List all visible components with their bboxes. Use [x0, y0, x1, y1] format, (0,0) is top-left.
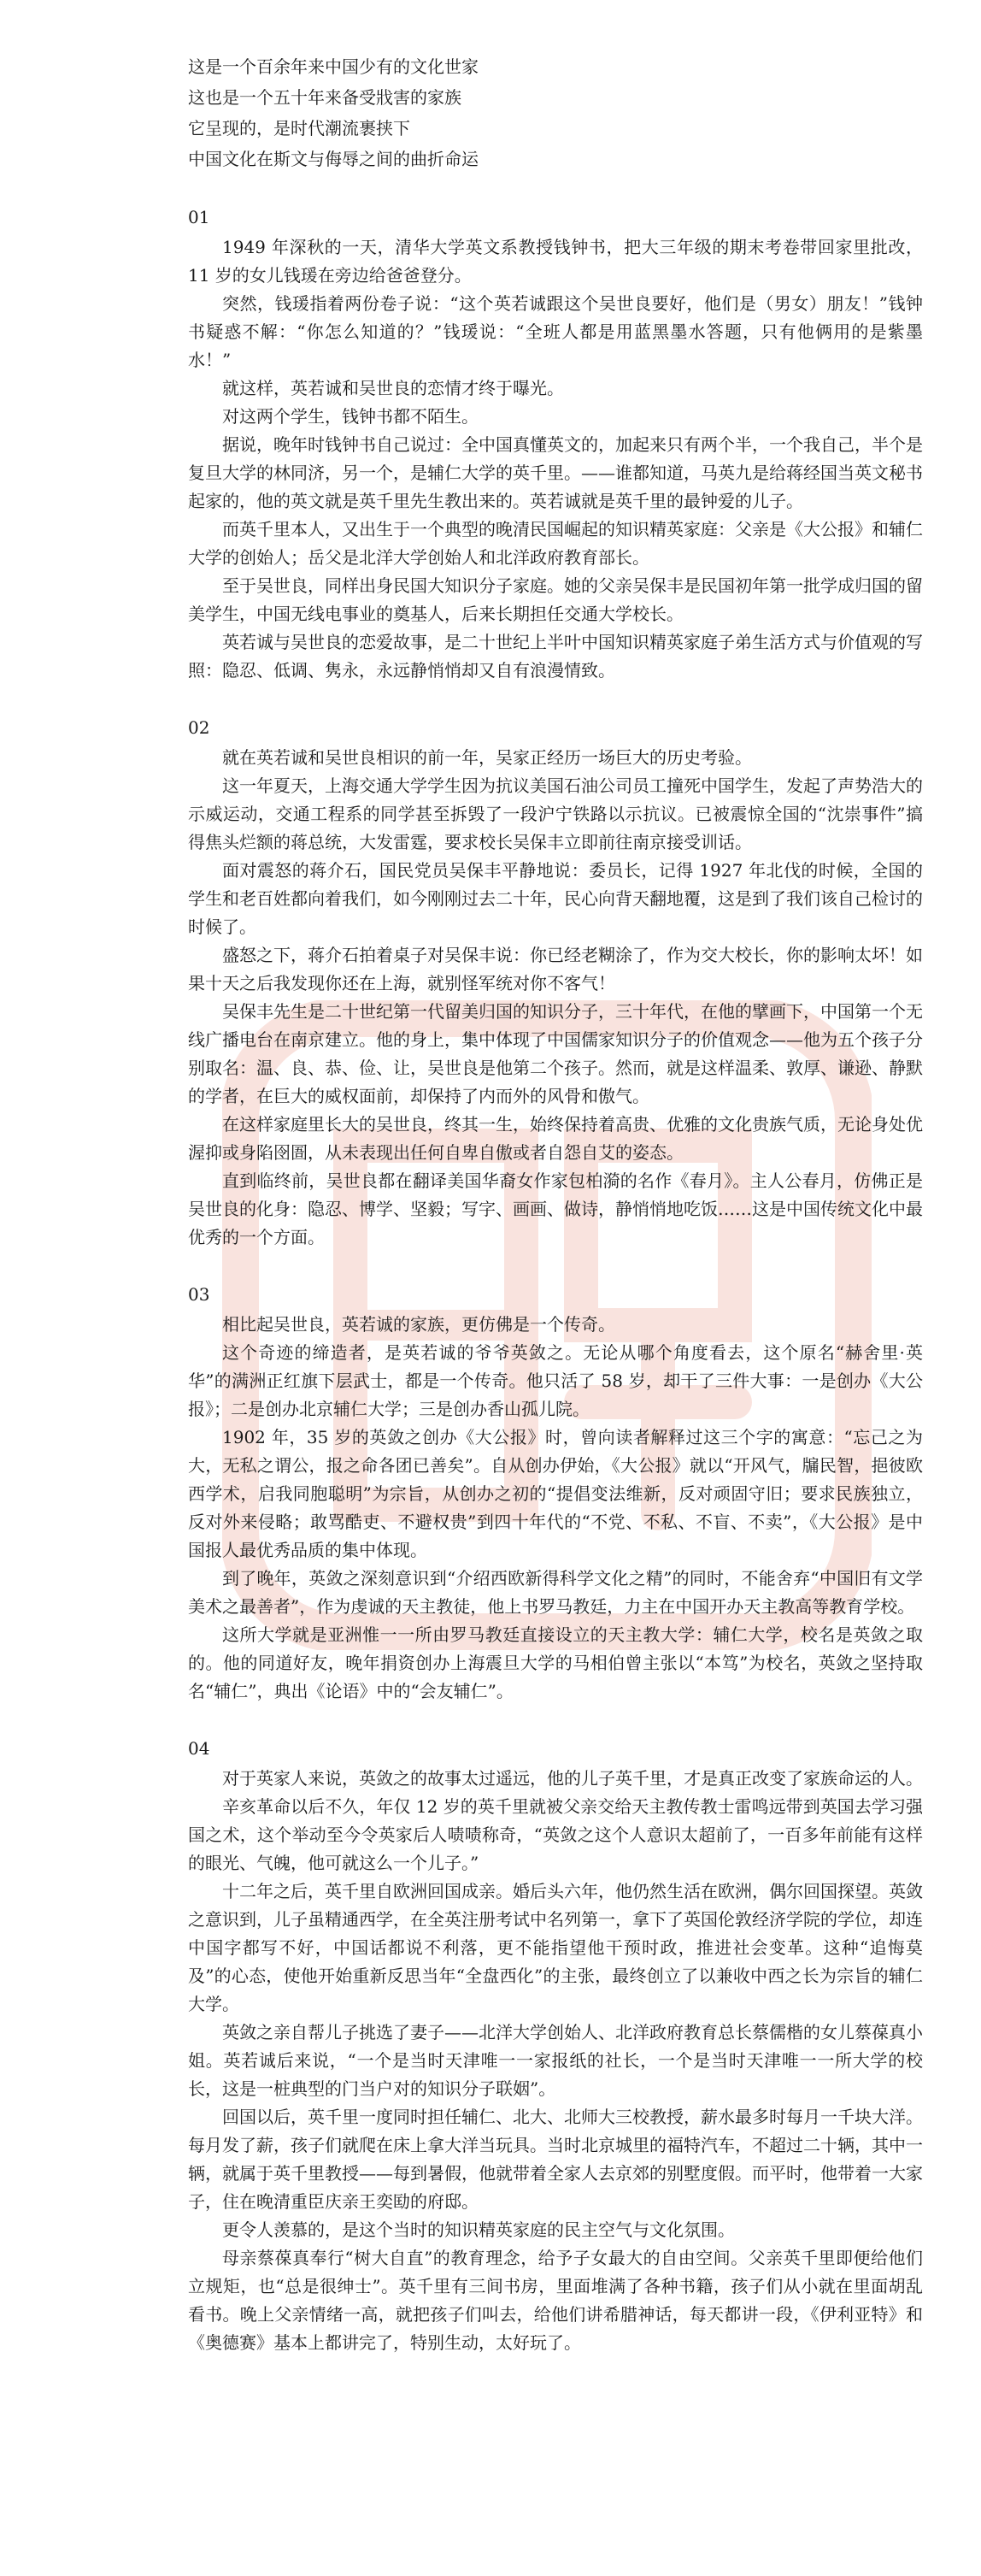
section-02	[188, 714, 923, 1252]
paragraph: 到了晚年，英敛之深刻意识到“介绍西欧新得科学文化之精”的同时，不能舍弃“中国旧有文学美术之最善者”，作为虔诚的天主教徒，他上书罗马教廷，力主在中国开办天主教高等教育学校。	[188, 1568, 923, 1617]
section-number: 01	[188, 207, 210, 227]
section-03	[188, 1281, 923, 1706]
article	[188, 51, 923, 2357]
paragraph: 盛怒之下，蒋介石拍着桌子对吴保丰说：你已经老糊涂了，作为交大校长，你的影响太坏！如果十天之后我发现你还在上海，就别怪军统对你不客气！	[188, 945, 923, 993]
paragraph: 突然，钱瑗指着两份卷子说：“这个英若诚跟这个吴世良要好，他们是（男女）朋友！”钱钟书疑惑不解：“你怎么知道的？”钱瑗说：“全班人都是用蓝黑墨水答题，只有他俩用的是紫墨水！”	[188, 293, 923, 370]
section-number: 04	[188, 1738, 210, 1759]
paragraph: 对于英家人来说，英敛之的故事太过遥远，他的儿子英千里，才是真正改变了家族命运的人。	[222, 1768, 923, 1789]
paragraph: 据说，晚年时钱钟书自己说过：全中国真懂英文的，加起来只有两个半，一个我自己，半个是复旦大学的林同济，另一个，是辅仁大学的英千里。——谁都知道，马英九是给蒋经国当英文秘书起家的，他的英文就是英千里先生教出来的。英若诚就是英千里的最钟爱的儿子。	[188, 434, 923, 511]
paragraph: 英敛之亲自帮儿子挑选了妻子——北洋大学创始人、北洋政府教育总长蔡儒楷的女儿蔡葆真小姐。英若诚后来说，“一个是当时天津唯一一家报纸的社长，一个是当时天津唯一一所大学的校长，这是一桩典型的门当户对的知识分子联姻”。	[188, 2022, 923, 2099]
section-number: 03	[188, 1284, 210, 1305]
paragraph: 十二年之后，英千里自欧洲回国成亲。婚后头六年，他仍然生活在欧洲，偶尔回国探望。英敛之意识到，儿子虽精通西学，在全英注册考试中名列第一，拿下了英国伦敦经济学院的学位，却连中国字都写不好，中国话都说不利落，更不能指望他干预时政，推进社会变革。这种“追悔莫及”的心态，使他开始重新反思当年“全盘西化”的主张，最终创立了以兼收中西之长为宗旨的辅仁大学。	[188, 1881, 923, 2014]
paragraph: 回国以后，英千里一度同时担任辅仁、北大、北师大三校教授，薪水最多时每月一千块大洋。每月发了薪，孩子们就爬在床上拿大洋当玩具。当时北京城里的福特汽车，不超过二十辆，其中一辆，就属于英千里教授——每到暑假，他就带着全家人去京郊的别墅度假。而平时，他带着一大家子，住在晚清重臣庆亲王奕劻的府邸。	[188, 2107, 923, 2212]
paragraph: 英若诚与吴世良的恋爱故事，是二十世纪上半叶中国知识精英家庭子弟生活方式与价值观的写照：隐忍、低调、隽永，永远静悄悄却又自有浪漫情致。	[188, 632, 923, 681]
intro-lines	[188, 51, 923, 174]
paragraph: 而英千里本人，又出生于一个典型的晚清民国崛起的知识精英家庭：父亲是《大公报》和辅仁大学的创始人；岳父是北洋大学创始人和北洋政府教育部长。	[188, 519, 923, 568]
intro-line: 中国文化在斯文与侮辱之间的曲折命运	[188, 149, 479, 169]
paragraph: 在这样家庭里长大的吴世良，终其一生，始终保持着高贵、优雅的文化贵族气质，无论身处优渥抑或身陷囹圄，从未表现出任何自卑自傲或者自怨自艾的姿态。	[188, 1114, 923, 1163]
paragraph: 这一年夏天，上海交通大学学生因为抗议美国石油公司员工撞死中国学生，发起了声势浩大的示威运动，交通工程系的同学甚至拆毁了一段沪宁铁路以示抗议。已被震惊全国的“沈崇事件”搞得焦头烂额的蒋总统，大发雷霆，要求校长吴保丰立即前往南京接受训话。	[188, 775, 923, 852]
paragraph: 更令人羡慕的，是这个当时的知识精英家庭的民主空气与文化氛围。	[222, 2219, 735, 2240]
paragraph: 这个奇迹的缔造者，是英若诚的爷爷英敛之。无论从哪个角度看去，这个原名“赫舍里·英华”的满洲正红旗下层武士，都是一个传奇。他只活了 58 岁，却干了三件大事：一是创办《大公报》；二是创办北京辅仁大学；三是创办香山孤儿院。	[188, 1342, 923, 1419]
section-number: 02	[188, 717, 210, 738]
intro-line: 这也是一个五十年来备受戕害的家族	[188, 87, 461, 108]
paragraph: 辛亥革命以后不久，年仅 12 岁的英千里就被父亲交给天主教传教士雷鸣远带到英国去学习强国之术，这个举动至今令英家后人啧啧称奇，“英敛之这个人意识太超前了，一百多年前能有这样的眼光、气魄，他可就这么一个儿子。”	[188, 1796, 923, 1873]
paragraph: 面对震怒的蒋介石，国民党员吴保丰平静地说：委员长，记得 1927 年北伐的时候，全国的学生和老百姓都向着我们，如今刚刚过去二十年，民心向背天翻地覆，这是到了我们该自己检讨的时候了。	[188, 860, 923, 937]
paragraph: 1949 年深秋的一天，清华大学英文系教授钱钟书，把大三年级的期末考卷带回家里批改，11 岁的女儿钱瑗在旁边给爸爸登分。	[188, 237, 923, 286]
intro-line: 它呈现的，是时代潮流裹挟下	[188, 118, 410, 139]
section-04	[188, 1735, 923, 2357]
paragraph: 就在英若诚和吴世良相识的前一年，吴家正经历一场巨大的历史考验。	[222, 747, 752, 768]
paragraph: 这所大学就是亚洲惟一一所由罗马教廷直接设立的天主教大学：辅仁大学，校名是英敛之取的。他的同道好友，晚年捐资创办上海震旦大学的马相伯曾主张以“本笃”为校名，英敛之坚持取名“辅仁”，典出《论语》中的“会友辅仁”。	[188, 1624, 923, 1701]
paragraph: 1902 年，35 岁的英敛之创办《大公报》时，曾向读者解释过这三个字的寓意：“忘己之为大，无私之谓公，报之命各团已善矣”。自从创办伊始，《大公报》就以“开风气，牖民智，挹彼欧西学术，启我同胞聪明”为宗旨，从创办之初的“提倡变法维新，反对顽固守旧；要求民族独立，反对外来侵略；敢骂酷吏、不避权贵”到四十年代的“不党、不私、不盲、不卖”，《大公报》是中国报人最优秀品质的集中体现。	[188, 1427, 923, 1560]
paragraph: 就这样，英若诚和吴世良的恋情才终于曝光。	[222, 378, 564, 398]
intro-line: 这是一个百余年来中国少有的文化世家	[188, 56, 479, 77]
paragraph: 相比起吴世良，英若诚的家族，更仿佛是一个传奇。	[222, 1314, 615, 1335]
paragraph: 直到临终前，吴世良都在翻译美国华裔女作家包柏漪的名作《春月》。主人公春月，仿佛正是吴世良的化身：隐忍、博学、坚毅；写字、画画、做诗，静悄悄地吃饭……这是中国传统文化中最优秀的一个方面。	[188, 1170, 923, 1247]
paragraph: 母亲蔡葆真奉行“树大自直”的教育理念，给予子女最大的自由空间。父亲英千里即便给他们立规矩，也“总是很绅士”。英千里有三间书房，里面堆满了各种书籍，孩子们从小就在里面胡乱看书。晚上父亲情绪一高，就把孩子们叫去，给他们讲希腊神话，每天都讲一段，《伊利亚特》和《奥德赛》基本上都讲完了，特别生动，太好玩了。	[188, 2248, 923, 2353]
section-01	[188, 203, 923, 685]
paragraph: 至于吴世良，同样出身民国大知识分子家庭。她的父亲吴保丰是民国初年第一批学成归国的留美学生，中国无线电事业的奠基人，后来长期担任交通大学校长。	[188, 575, 923, 624]
paragraph: 对这两个学生，钱钟书都不陌生。	[222, 406, 479, 427]
paragraph: 吴保丰先生是二十世纪第一代留美归国的知识分子，三十年代，在他的擘画下，中国第一个无线广播电台在南京建立。他的身上，集中体现了中国儒家知识分子的价值观念——他为五个孩子分别取名：温、良、恭、俭、让，吴世良是他第二个孩子。然而，就是这样温柔、敦厚、谦逊、静默的学者，在巨大的威权面前，却保持了内而外的风骨和傲气。	[188, 1001, 923, 1106]
